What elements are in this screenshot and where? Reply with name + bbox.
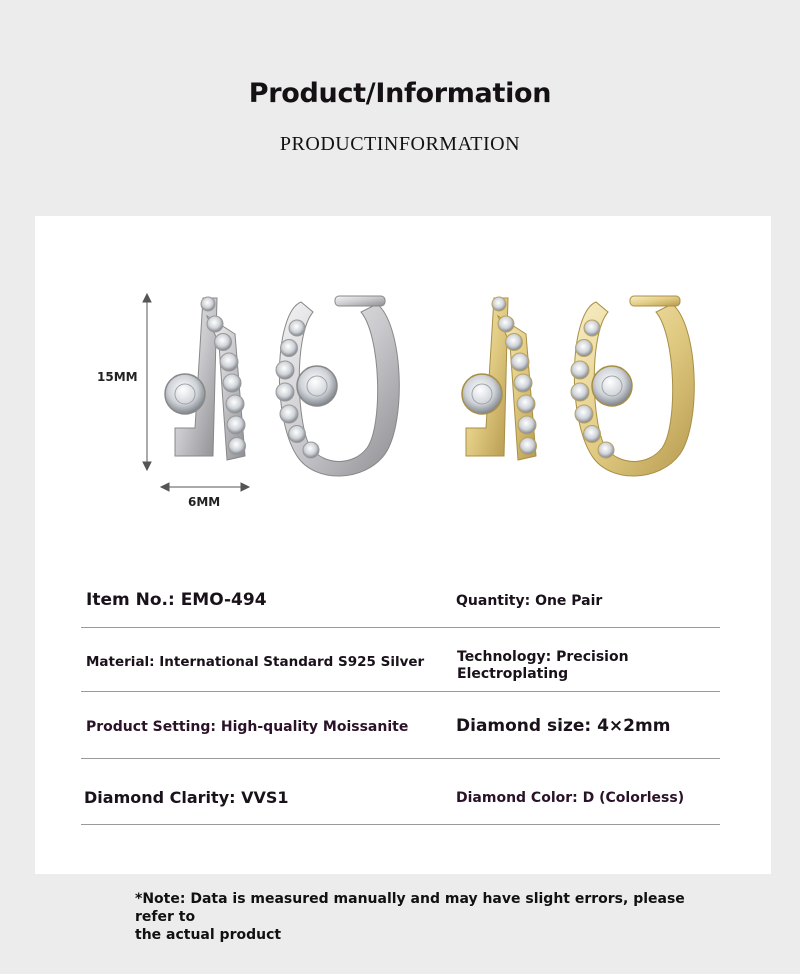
- product-setting: Product Setting: High-quality Moissanite: [86, 719, 409, 735]
- technology-line-2: Electroplating: [457, 666, 569, 682]
- measurement-note: [135, 890, 695, 944]
- page-subtitle: PRODUCTINFORMATION: [279, 133, 521, 155]
- earring-product-images: [35, 216, 771, 516]
- note-line-1: *Note: Data is measured manually and may have slight errors, please refer to: [135, 891, 685, 925]
- technology: [457, 649, 629, 683]
- height-dimension-arrow: [143, 294, 151, 470]
- page-title: Product/Information: [248, 78, 552, 109]
- width-dimension-label: 6MM: [188, 495, 221, 509]
- diamond-color: Diamond Color: D (Colorless): [456, 790, 685, 806]
- spec-row-3: [81, 692, 720, 759]
- spec-row-4: [81, 759, 720, 825]
- silver-earring-side-view: [165, 297, 246, 460]
- gold-earring-front-view: [571, 296, 694, 476]
- quantity: Quantity: One Pair: [456, 593, 603, 609]
- spec-row-1: [81, 576, 720, 628]
- technology-line-1: Technology: Precision: [457, 649, 629, 665]
- width-dimension-arrow: [161, 483, 249, 491]
- diamond-clarity: Diamond Clarity: VVS1: [84, 788, 289, 807]
- material: Material: International Standard S925 Silver: [86, 654, 425, 670]
- product-info-card: [35, 216, 771, 874]
- silver-earring-front-view: [276, 296, 399, 476]
- note-line-2: the actual product: [135, 927, 282, 943]
- spec-row-2: [81, 628, 720, 692]
- gold-earring-side-view: [462, 297, 537, 460]
- item-number: Item No.: EMO-494: [86, 590, 267, 610]
- height-dimension-label: 15MM: [97, 370, 138, 384]
- diamond-size: Diamond size: 4×2mm: [456, 716, 671, 736]
